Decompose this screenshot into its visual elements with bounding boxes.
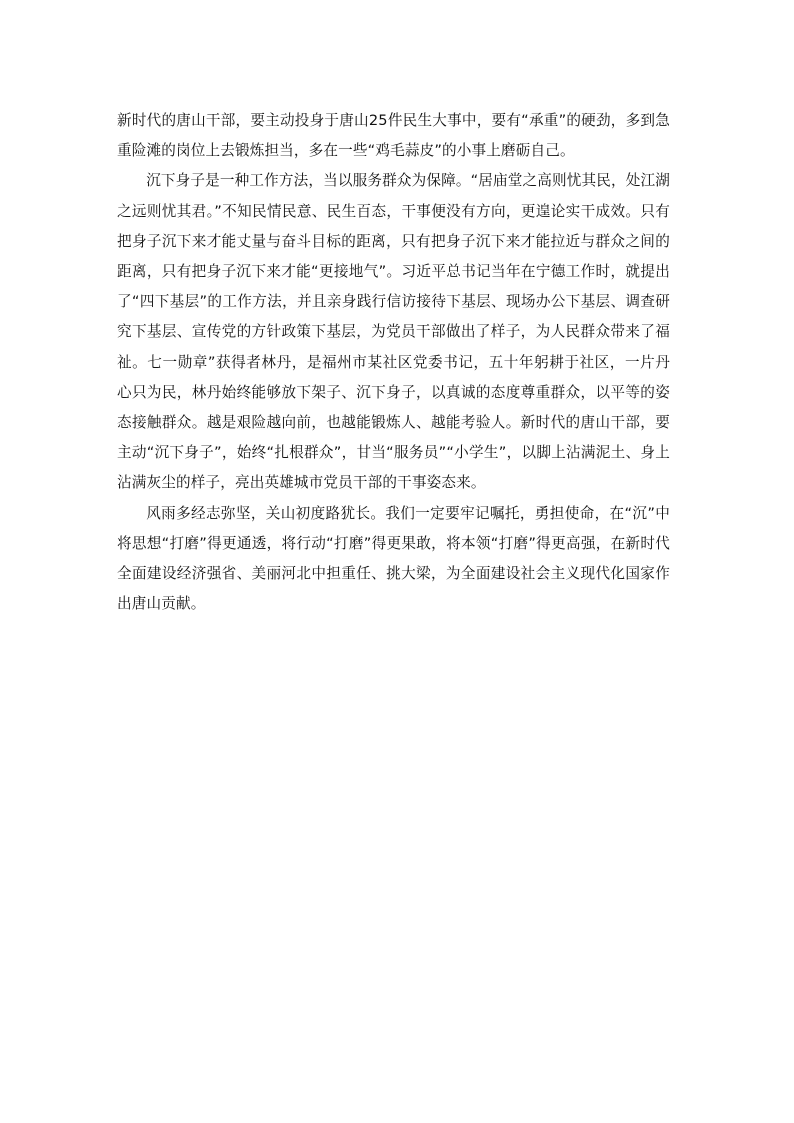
- paragraph-conclusion: 风雨多经志弥坚，关山初度路犹长。我们一定要牢记嘱托，勇担使命，在“沉”中将思想“打磨”得更通透，将行动“打磨”得更果敢，将本领“打磨”得更高强，在新时代全面建设经济强省、美丽河北中担重任、挑大梁，为全面建设社会主义现代化国家作出唐山贡献。: [117, 504, 670, 613]
- paragraph-continuation: 新时代的唐山干部，要主动投身于唐山25件民生大事中，要有“承重”的硬劲，多到急重险滩的岗位上去锻炼担当，多在一些“鸡毛蒜皮”的小事上磨砺自己。: [117, 112, 670, 160]
- document-body: [117, 106, 670, 619]
- paragraph-work-method: 沉下身子是一种工作方法，当以服务群众为保障。“居庙堂之高则忧其民，处江湖之远则忧其君。”不知民情民意、民生百态，干事便没有方向，更遑论实干成效。只有把身子沉下来才能丈量与奋斗目标的距离，只有把身子沉下来才能拉近与群众之间的距离，只有把身子沉下来才能“更接地气”。习近平总书记当年在宁德工作时，就提出了“四下基层”的工作方法，并且亲身践行信访接待下基层、现场办公下基层、调查研究下基层、宣传党的方针政策下基层，为党员干部做出了样子，为人民群众带来了福祉。七一勋章”获得者林丹，是福州市某社区党委书记，五十年躬耕于社区，一片丹心只为民，林丹始终能够放下架子、沉下身子，以真诚的态度尊重群众，以平等的姿态接触群众。越是艰险越向前，也越能锻炼人、越能考验人。新时代的唐山干部，要主动“沉下身子”，始终“扎根群众”，甘当“服务员”“小学生”，以脚上沾满泥土、身上沾满灰尘的样子，亮出英雄城市党员干部的干事姿态来。: [117, 172, 670, 492]
